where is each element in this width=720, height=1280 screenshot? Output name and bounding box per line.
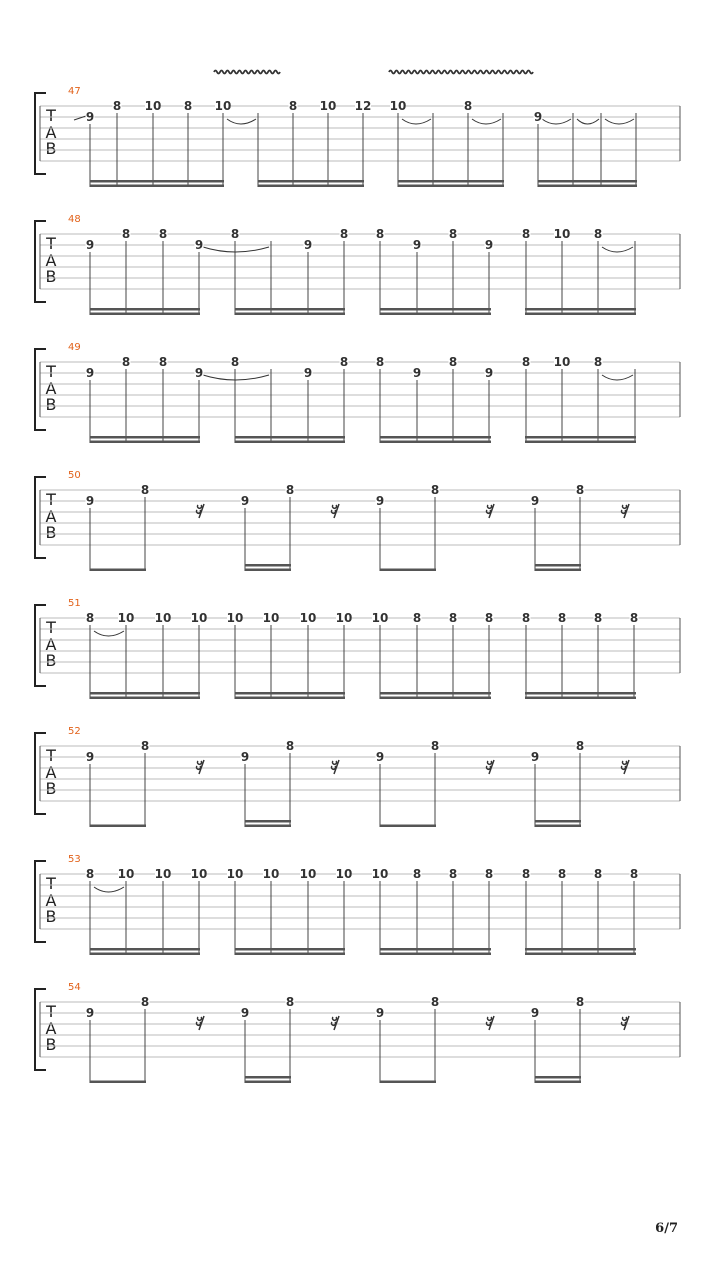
tab-system-51 — [0, 598, 720, 726]
beam-primary — [380, 697, 491, 700]
fret-number: 9 — [240, 1006, 250, 1020]
fret-number: 9 — [194, 366, 204, 380]
staff-54 — [0, 982, 720, 1110]
fret-number: 8 — [521, 355, 531, 369]
tie-arc — [602, 247, 633, 252]
fret-number: 8 — [140, 739, 150, 753]
fret-number: 8 — [158, 227, 168, 241]
fret-number: 8 — [339, 355, 349, 369]
fret-number: 8 — [339, 227, 349, 241]
measure-number: 49 — [68, 342, 81, 353]
fret-number: 10 — [190, 867, 208, 881]
vibrato-2 — [389, 71, 533, 74]
tab-clef-t: T — [46, 874, 56, 893]
tab-clef-a: A — [45, 250, 57, 270]
tab-system-53 — [0, 854, 720, 982]
beam-secondary — [380, 948, 491, 951]
fret-number: 10 — [117, 611, 135, 625]
beam-secondary — [535, 1076, 581, 1079]
tab-clef-t: T — [46, 106, 56, 125]
rest-symbol — [486, 1016, 494, 1030]
fret-number: 8 — [575, 483, 585, 497]
fret-number: 9 — [484, 366, 494, 380]
fret-number: 8 — [375, 227, 385, 241]
tab-clef-a: A — [45, 762, 57, 782]
fret-number: 10 — [226, 611, 244, 625]
fret-number: 8 — [521, 867, 531, 881]
fret-number: 8 — [288, 99, 298, 113]
beam-primary — [235, 313, 345, 316]
fret-number: 9 — [85, 238, 95, 252]
beam-primary — [90, 825, 146, 828]
beam-primary — [525, 313, 636, 316]
fret-number: 8 — [463, 99, 473, 113]
fret-number: 8 — [430, 995, 440, 1009]
tab-system-50 — [0, 470, 720, 598]
beam-secondary — [538, 180, 637, 183]
tie-arc — [602, 375, 633, 380]
beam-secondary — [235, 948, 345, 951]
rest-symbol — [622, 760, 629, 774]
beam-secondary — [90, 180, 224, 183]
beam-primary — [398, 185, 504, 188]
tab-clef-b: B — [45, 139, 57, 158]
tab-clef-t: T — [46, 234, 56, 253]
tie-arc — [94, 631, 124, 636]
beam-primary — [90, 441, 200, 444]
rest-symbol — [196, 760, 204, 774]
fret-number: 10 — [299, 867, 317, 881]
fret-number: 8 — [412, 867, 422, 881]
beam-secondary — [245, 820, 291, 823]
staff-50 — [0, 470, 720, 598]
tab-clef-b: B — [45, 267, 57, 286]
beam-primary — [235, 953, 345, 956]
fret-number: 8 — [430, 739, 440, 753]
fret-number: 10 — [319, 99, 337, 113]
measure-number: 54 — [68, 982, 81, 993]
fret-number: 8 — [285, 995, 295, 1009]
fret-number: 10 — [262, 611, 280, 625]
fret-number: 8 — [593, 611, 603, 625]
fret-number: 10 — [262, 867, 280, 881]
tab-system-48 — [0, 214, 720, 342]
fret-number: 10 — [553, 227, 571, 241]
beam-primary — [380, 953, 491, 956]
tab-clef-t: T — [46, 1002, 56, 1021]
fret-number: 9 — [85, 110, 95, 124]
fret-number: 10 — [335, 611, 353, 625]
fret-number: 8 — [140, 995, 150, 1009]
fret-number: 8 — [158, 355, 168, 369]
fret-number: 8 — [521, 611, 531, 625]
beam-primary — [380, 313, 491, 316]
fret-number: 9 — [530, 750, 540, 764]
staff-52 — [0, 726, 720, 854]
beam-primary — [380, 825, 436, 828]
fret-number: 10 — [553, 355, 571, 369]
fret-number: 9 — [303, 366, 313, 380]
beam-secondary — [525, 436, 636, 439]
beam-secondary — [525, 308, 636, 311]
fret-number: 8 — [557, 867, 567, 881]
fret-number: 9 — [85, 494, 95, 508]
rest-symbol — [332, 1016, 340, 1030]
fret-number: 8 — [629, 867, 639, 881]
tab-clef-b: B — [45, 1035, 57, 1054]
beam-secondary — [90, 692, 200, 695]
beam-secondary — [380, 308, 491, 311]
rest-symbol — [622, 1016, 629, 1030]
beam-primary — [525, 953, 636, 956]
fret-number: 8 — [484, 867, 494, 881]
fret-number: 8 — [575, 995, 585, 1009]
vibrato-marks — [0, 0, 720, 90]
tab-clef-t: T — [46, 490, 56, 509]
fret-number: 9 — [85, 750, 95, 764]
fret-number: 9 — [530, 1006, 540, 1020]
beam-primary — [90, 953, 200, 956]
tie-arc — [203, 247, 269, 252]
beam-secondary — [235, 308, 345, 311]
rest-symbol — [332, 760, 340, 774]
beam-primary — [380, 569, 436, 572]
measure-number: 47 — [68, 86, 81, 97]
fret-number: 10 — [117, 867, 135, 881]
beam-primary — [90, 697, 200, 700]
tie-arc — [472, 119, 501, 124]
tab-clef-b: B — [45, 907, 57, 926]
staff-53 — [0, 854, 720, 982]
staff-48 — [0, 214, 720, 342]
fret-number: 10 — [335, 867, 353, 881]
tab-clef-b: B — [45, 651, 57, 670]
beam-secondary — [235, 436, 345, 439]
beam-primary — [535, 569, 581, 572]
fret-number: 9 — [412, 238, 422, 252]
fret-number: 10 — [154, 611, 172, 625]
tab-clef-b: B — [45, 779, 57, 798]
tab-system-49 — [0, 342, 720, 470]
staff-51 — [0, 598, 720, 726]
vibrato-1 — [214, 71, 280, 74]
fret-number: 9 — [194, 238, 204, 252]
measure-number: 50 — [68, 470, 81, 481]
tie-arc — [94, 887, 124, 892]
fret-number: 12 — [354, 99, 372, 113]
fret-number: 9 — [85, 1006, 95, 1020]
staff-49 — [0, 342, 720, 470]
fret-number: 10 — [144, 99, 162, 113]
beam-secondary — [380, 692, 491, 695]
tab-clef-b: B — [45, 395, 57, 414]
tab-clef-a: A — [45, 634, 57, 654]
fret-number: 8 — [448, 355, 458, 369]
fret-number: 8 — [430, 483, 440, 497]
fret-number: 8 — [85, 867, 95, 881]
fret-number: 8 — [121, 355, 131, 369]
fret-number: 8 — [521, 227, 531, 241]
fret-number: 8 — [183, 99, 193, 113]
tab-clef-b: B — [45, 523, 57, 542]
fret-number: 8 — [448, 227, 458, 241]
measure-number: 48 — [68, 214, 81, 225]
staff-47 — [0, 86, 720, 214]
fret-number: 9 — [240, 494, 250, 508]
tie-arc — [203, 375, 269, 380]
fret-number: 10 — [371, 867, 389, 881]
rest-symbol — [196, 504, 204, 518]
tab-clef-t: T — [46, 362, 56, 381]
beam-secondary — [235, 692, 345, 695]
beam-primary — [235, 441, 345, 444]
fret-number: 8 — [557, 611, 567, 625]
fret-number: 8 — [112, 99, 122, 113]
beam-primary — [90, 1081, 146, 1084]
beam-secondary — [525, 692, 636, 695]
beam-primary — [90, 569, 146, 572]
fret-number: 8 — [593, 355, 603, 369]
fret-number: 10 — [154, 867, 172, 881]
beam-secondary — [535, 564, 581, 567]
fret-number: 8 — [448, 867, 458, 881]
beam-primary — [525, 697, 636, 700]
tab-system-54 — [0, 982, 720, 1110]
fret-number: 8 — [140, 483, 150, 497]
rest-symbol — [486, 504, 494, 518]
measure-number: 51 — [68, 598, 81, 609]
fret-number: 9 — [240, 750, 250, 764]
beam-primary — [535, 1081, 581, 1084]
fret-number: 10 — [299, 611, 317, 625]
tab-clef-t: T — [46, 746, 56, 765]
fret-number: 9 — [533, 110, 543, 124]
fret-number: 8 — [375, 355, 385, 369]
beam-primary — [90, 313, 200, 316]
beam-primary — [245, 1081, 291, 1084]
page-number: 6/7 — [655, 1221, 678, 1236]
beam-primary — [380, 1081, 436, 1084]
fret-number: 8 — [85, 611, 95, 625]
beam-primary — [235, 697, 345, 700]
fret-number: 8 — [412, 611, 422, 625]
rest-symbol — [332, 504, 340, 518]
beam-secondary — [398, 180, 504, 183]
tab-system-52 — [0, 726, 720, 854]
tab-clef-a: A — [45, 1018, 57, 1038]
rest-symbol — [196, 1016, 204, 1030]
beam-secondary — [535, 820, 581, 823]
fret-number: 8 — [593, 867, 603, 881]
tie-arc — [577, 119, 599, 124]
beam-secondary — [90, 948, 200, 951]
beam-secondary — [258, 180, 364, 183]
fret-number: 9 — [375, 750, 385, 764]
tab-clef-a: A — [45, 122, 57, 142]
fret-number: 9 — [484, 238, 494, 252]
beam-secondary — [380, 436, 491, 439]
beam-primary — [535, 825, 581, 828]
tie-arc — [605, 119, 634, 124]
measure-number: 53 — [68, 854, 81, 865]
tab-clef-a: A — [45, 890, 57, 910]
beam-secondary — [245, 1076, 291, 1079]
beam-secondary — [245, 564, 291, 567]
fret-number: 9 — [375, 494, 385, 508]
fret-number: 8 — [448, 611, 458, 625]
beam-primary — [245, 825, 291, 828]
fret-number: 8 — [593, 227, 603, 241]
beam-primary — [380, 441, 491, 444]
beam-primary — [525, 441, 636, 444]
tab-clef-a: A — [45, 506, 57, 526]
beam-primary — [258, 185, 364, 188]
fret-number: 10 — [371, 611, 389, 625]
beam-secondary — [90, 308, 200, 311]
fret-number: 9 — [85, 366, 95, 380]
measure-number: 52 — [68, 726, 81, 737]
rest-symbol — [622, 504, 629, 518]
tab-clef-t: T — [46, 618, 56, 637]
tie-arc — [227, 119, 256, 124]
tab-system-47 — [0, 86, 720, 214]
fret-number: 10 — [226, 867, 244, 881]
fret-number: 8 — [285, 739, 295, 753]
beam-secondary — [525, 948, 636, 951]
tab-clef-a: A — [45, 378, 57, 398]
fret-number: 8 — [121, 227, 131, 241]
beam-primary — [538, 185, 637, 188]
fret-number: 8 — [285, 483, 295, 497]
tie-arc — [542, 119, 571, 124]
fret-number: 8 — [230, 355, 240, 369]
fret-number: 9 — [303, 238, 313, 252]
fret-number: 10 — [389, 99, 407, 113]
fret-number: 8 — [575, 739, 585, 753]
beam-primary — [245, 569, 291, 572]
fret-number: 8 — [484, 611, 494, 625]
fret-number: 8 — [629, 611, 639, 625]
rest-symbol — [486, 760, 494, 774]
beam-secondary — [90, 436, 200, 439]
fret-number: 10 — [214, 99, 232, 113]
beam-primary — [90, 185, 224, 188]
fret-number: 10 — [190, 611, 208, 625]
fret-number: 9 — [530, 494, 540, 508]
fret-number: 9 — [375, 1006, 385, 1020]
tie-arc — [402, 119, 431, 124]
fret-number: 9 — [412, 366, 422, 380]
fret-number: 8 — [230, 227, 240, 241]
